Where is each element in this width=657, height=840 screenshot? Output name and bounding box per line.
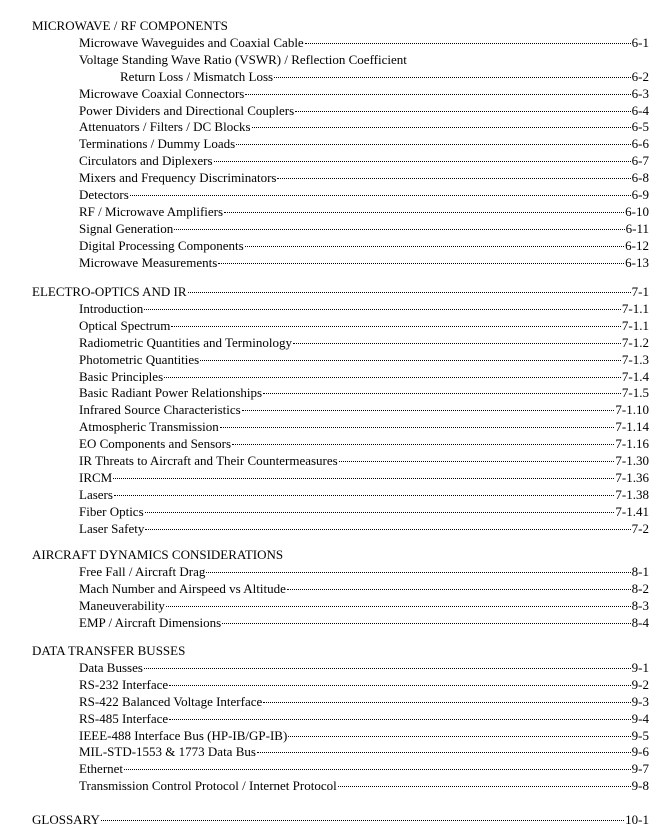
toc-section-2-entry-1-title: Introduction — [79, 301, 144, 316]
toc-section-1-entry-10[interactable] — [79, 186, 649, 203]
toc-section-3-title: AIRCRAFT DYNAMICS CONSIDERATIONS — [32, 547, 284, 562]
toc-section-4-entry-3[interactable] — [79, 693, 649, 710]
toc-section-2-entry-12[interactable] — [79, 486, 649, 503]
toc-section-4-entry-8-title: Transmission Control Protocol / Internet Protocol — [79, 778, 337, 793]
toc-section-2-entry-3[interactable] — [79, 334, 649, 351]
toc-section-4-entry-4[interactable] — [79, 710, 649, 727]
toc-section-2-entry-14-page: 7-2 — [631, 521, 649, 536]
toc-section-1-entry-6[interactable] — [79, 118, 649, 135]
toc-section-2-entry-13-leader — [145, 512, 615, 513]
toc-section-2-entry-6-page: 7-1.5 — [621, 385, 649, 400]
toc-section-1[interactable] — [32, 17, 649, 34]
toc-section-4-entry-2-leader — [169, 685, 630, 686]
toc-section-1-entry-3-page: 6-2 — [631, 69, 649, 84]
toc-section-2-entry-3-page: 7-1.2 — [621, 335, 649, 350]
toc-section-2[interactable] — [32, 283, 649, 300]
toc-section-2-entry-4[interactable] — [79, 351, 649, 368]
toc-section-2-entry-14-leader — [145, 529, 630, 530]
toc-section-3-entry-4-page: 8-4 — [631, 615, 649, 630]
toc-section-1-entry-11-page: 6-10 — [625, 204, 649, 219]
toc-section-4-entry-5[interactable] — [79, 727, 649, 744]
toc-section-4-entry-8-page: 9-8 — [631, 778, 649, 793]
toc-section-2-entry-12-title: Lasers — [79, 487, 113, 502]
toc-section-1-entry-3-leader — [274, 77, 631, 78]
toc-section-2-entry-4-title: Photometric Quantities — [79, 352, 200, 367]
toc-section-1-entry-7-leader — [236, 144, 631, 145]
toc-section-2-entry-6-title: Basic Radiant Power Relationships — [79, 385, 263, 400]
toc-section-2-entry-7-title: Infrared Source Characteristics — [79, 402, 241, 417]
toc-section-1-entry-4[interactable] — [79, 85, 649, 102]
toc-section-4-entry-6[interactable] — [79, 743, 649, 760]
toc-section-3-entry-1-leader — [206, 572, 630, 573]
toc-section-2-entry-12-leader — [114, 495, 614, 496]
toc-section-3-entry-2-title: Mach Number and Airspeed vs Altitude — [79, 581, 286, 596]
toc-section-1-entry-10-leader — [130, 195, 631, 196]
toc-section-1-entry-1-page: 6-1 — [631, 35, 649, 50]
toc-section-1-entry-12[interactable] — [79, 220, 649, 237]
toc-section-1-entry-14-title: Microwave Measurements — [79, 255, 218, 270]
toc-section-5[interactable] — [32, 811, 649, 828]
toc-section-4-entry-3-title: RS-422 Balanced Voltage Interface — [79, 694, 263, 709]
toc-section-2-entry-14[interactable] — [79, 520, 649, 537]
toc-section-1-entry-4-leader — [245, 94, 630, 95]
toc-section-1-entry-11[interactable] — [79, 203, 649, 220]
toc-section-2-entry-7[interactable] — [79, 401, 649, 418]
toc-section-2-entry-6[interactable] — [79, 384, 649, 401]
toc-section-4-entry-2-title: RS-232 Interface — [79, 677, 169, 692]
toc-section-3-entry-1-title: Free Fall / Aircraft Drag — [79, 564, 206, 579]
toc-section-4-entry-1-leader — [144, 668, 631, 669]
toc-section-1-entry-7-page: 6-6 — [631, 136, 649, 151]
toc-section-1-entry-14-page: 6-13 — [625, 255, 649, 270]
toc-section-1-entry-9[interactable] — [79, 169, 649, 186]
toc-section-2-title: ELECTRO-OPTICS AND IR — [32, 284, 187, 299]
toc-section-2-entry-9-page: 7-1.16 — [615, 436, 649, 451]
toc-section-1-entry-9-page: 6-8 — [631, 170, 649, 185]
toc-section-2-entry-8-page: 7-1.14 — [615, 419, 649, 434]
toc-section-2-entry-11-leader — [113, 478, 614, 479]
toc-section-1-entry-14[interactable] — [79, 254, 649, 271]
toc-section-2-entry-11-title: IRCM — [79, 470, 113, 485]
toc-section-1-entry-8-leader — [214, 161, 631, 162]
toc-section-1-entry-6-title: Attenuators / Filters / DC Blocks — [79, 119, 251, 134]
toc-section-5-page: 10-1 — [625, 812, 649, 827]
toc-section-3[interactable] — [32, 546, 649, 563]
toc-section-2-entry-5[interactable] — [79, 368, 649, 385]
toc-section-1-entry-8[interactable] — [79, 152, 649, 169]
toc-section-2-entry-1-leader — [144, 309, 621, 310]
toc-section-1-entry-11-leader — [224, 212, 624, 213]
toc-section-1-entry-8-title: Circulators and Diplexers — [79, 153, 213, 168]
toc-section-5-title: GLOSSARY — [32, 812, 100, 827]
toc-section-3-entry-3[interactable] — [79, 597, 649, 614]
toc-section-2-entry-8-leader — [220, 427, 615, 428]
toc-section-4-entry-4-page: 9-4 — [631, 711, 649, 726]
toc-section-1-entry-6-page: 6-5 — [631, 119, 649, 134]
toc-section-1-entry-4-title: Microwave Coaxial Connectors — [79, 86, 245, 101]
toc-section-3-entry-3-page: 8-3 — [631, 598, 649, 613]
toc-section-2-entry-2-title: Optical Spectrum — [79, 318, 171, 333]
toc-section-2-entry-3-title: Radiometric Quantities and Terminology — [79, 335, 292, 350]
toc-section-3-entry-4[interactable] — [79, 614, 649, 631]
toc-section-4-entry-1[interactable] — [79, 659, 649, 676]
toc-section-1-entry-9-leader — [277, 178, 630, 179]
toc-section-1-entry-12-page: 6-11 — [625, 221, 649, 236]
toc-section-2-entry-10-title: IR Threats to Aircraft and Their Countermeasures — [79, 453, 338, 468]
toc-section-2-entry-7-leader — [242, 410, 615, 411]
toc-section-2-entry-5-title: Basic Principles — [79, 369, 164, 384]
toc-section-1-entry-9-title: Mixers and Frequency Discriminators — [79, 170, 277, 185]
toc-section-4-entry-6-leader — [257, 752, 631, 753]
toc-section-1-entry-5-title: Power Dividers and Directional Couplers — [79, 103, 295, 118]
toc-section-2-entry-2-page: 7-1.1 — [621, 318, 649, 333]
toc-section-1-entry-3[interactable] — [120, 68, 649, 85]
toc-section-1-entry-5[interactable] — [79, 102, 649, 119]
toc-section-3-entry-2-page: 8-2 — [631, 581, 649, 596]
toc-section-1-entry-14-leader — [218, 263, 624, 264]
toc-section-2-entry-4-page: 7-1.3 — [621, 352, 649, 367]
toc-section-4-entry-7-page: 9-7 — [631, 761, 649, 776]
toc-section-2-entry-5-page: 7-1.4 — [621, 369, 649, 384]
toc-section-1-entry-1[interactable] — [79, 34, 649, 51]
toc-section-4-entry-7-leader — [124, 769, 631, 770]
toc-section-1-entry-6-leader — [252, 127, 631, 128]
toc-section-3-entry-2[interactable] — [79, 580, 649, 597]
toc-section-1-entry-5-page: 6-4 — [631, 103, 649, 118]
toc-section-1-entry-2[interactable] — [79, 51, 649, 68]
toc-section-4-entry-2-page: 9-2 — [631, 677, 649, 692]
toc-section-4-entry-8-leader — [338, 786, 631, 787]
toc-section-3-entry-3-title: Maneuverability — [79, 598, 165, 613]
toc-section-1-entry-13-title: Digital Processing Components — [79, 238, 244, 253]
toc-section-2-entry-14-title: Laser Safety — [79, 521, 145, 536]
toc-section-2-entry-6-leader — [263, 393, 621, 394]
toc-section-2-entry-4-leader — [200, 360, 621, 361]
toc-section-2-entry-10[interactable] — [79, 452, 649, 469]
toc-section-1-entry-10-page: 6-9 — [631, 187, 649, 202]
toc-section-4-entry-5-page: 9-5 — [631, 728, 649, 743]
toc-section-1-entry-7[interactable] — [79, 135, 649, 152]
toc-section-4-entry-3-leader — [263, 702, 630, 703]
toc-section-2-entry-13[interactable] — [79, 503, 649, 520]
toc-section-4-entry-6-title: MIL-STD-1553 & 1773 Data Bus — [79, 744, 256, 759]
toc-section-1-entry-13[interactable] — [79, 237, 649, 254]
toc-section-4-entry-4-title: RS-485 Interface — [79, 711, 169, 726]
toc-section-2-entry-1[interactable] — [79, 300, 649, 317]
toc-section-4-entry-3-page: 9-3 — [631, 694, 649, 709]
toc-section-4-entry-4-leader — [169, 719, 630, 720]
toc-section-3-entry-4-title: EMP / Aircraft Dimensions — [79, 615, 222, 630]
toc-section-1-entry-4-page: 6-3 — [631, 86, 649, 101]
toc-section-1-entry-5-leader — [295, 111, 630, 112]
toc-section-5-leader — [101, 820, 624, 821]
toc-section-2-entry-9-title: EO Components and Sensors — [79, 436, 232, 451]
toc-section-2-entry-11-page: 7-1.36 — [615, 470, 649, 485]
toc-section-2-entry-7-page: 7-1.10 — [615, 402, 649, 417]
toc-section-1-title: MICROWAVE / RF COMPONENTS — [32, 18, 228, 33]
toc-section-3-entry-1[interactable] — [79, 563, 649, 580]
toc-section-1-entry-1-title: Microwave Waveguides and Coaxial Cable — [79, 35, 304, 50]
toc-section-2-entry-2[interactable] — [79, 317, 649, 334]
toc-section-1-entry-2-title: Voltage Standing Wave Ratio (VSWR) / Reflection Coefficient — [79, 52, 407, 67]
toc-section-4-entry-2[interactable] — [79, 676, 649, 693]
toc-section-1-entry-11-title: RF / Microwave Amplifiers — [79, 204, 224, 219]
toc-section-2-entry-1-page: 7-1.1 — [621, 301, 649, 316]
toc-section-2-entry-13-title: Fiber Optics — [79, 504, 144, 519]
toc-section-1-entry-3-title: Return Loss / Mismatch Loss — [120, 69, 274, 84]
toc-section-2-entry-10-page: 7-1.30 — [615, 453, 649, 468]
toc-section-4-entry-7-title: Ethernet — [79, 761, 124, 776]
toc-section-4-entry-1-page: 9-1 — [631, 660, 649, 675]
toc-section-4-entry-1-title: Data Busses — [79, 660, 143, 675]
toc-section-4-entry-5-leader — [288, 736, 630, 737]
toc-section-2-entry-13-page: 7-1.41 — [615, 504, 649, 519]
toc-section-1-entry-13-leader — [245, 246, 624, 247]
toc-section-2-entry-9-leader — [232, 444, 614, 445]
toc-section-1-entry-12-leader — [174, 229, 624, 230]
toc-section-2-leader — [188, 292, 631, 293]
toc-section-4-entry-7[interactable] — [79, 760, 649, 777]
toc-section-4-entry-8[interactable] — [79, 777, 649, 794]
toc-section-2-entry-8[interactable] — [79, 418, 649, 435]
toc-section-2-entry-12-page: 7-1.38 — [615, 487, 649, 502]
toc-section-2-page: 7-1 — [631, 284, 649, 299]
toc-section-1-entry-12-title: Signal Generation — [79, 221, 174, 236]
toc-section-2-entry-11[interactable] — [79, 469, 649, 486]
toc-section-4[interactable] — [32, 642, 649, 659]
toc-section-2-entry-5-leader — [164, 377, 621, 378]
toc-section-2-entry-3-leader — [293, 343, 621, 344]
toc-section-2-entry-9[interactable] — [79, 435, 649, 452]
toc-section-2-entry-2-leader — [171, 326, 621, 327]
toc-section-1-entry-13-page: 6-12 — [625, 238, 649, 253]
toc-section-3-entry-4-leader — [222, 623, 631, 624]
toc-section-2-entry-8-title: Atmospheric Transmission — [79, 419, 219, 434]
toc-section-4-entry-5-title: IEEE-488 Interface Bus (HP-IB/GP-IB) — [79, 728, 288, 743]
toc-section-1-entry-1-leader — [305, 43, 631, 44]
toc-section-2-entry-10-leader — [339, 461, 615, 462]
toc-section-4-title: DATA TRANSFER BUSSES — [32, 643, 186, 658]
toc-section-1-entry-8-page: 6-7 — [631, 153, 649, 168]
toc-section-4-entry-6-page: 9-6 — [631, 744, 649, 759]
toc-section-3-entry-1-page: 8-1 — [631, 564, 649, 579]
toc-section-1-entry-7-title: Terminations / Dummy Loads — [79, 136, 236, 151]
toc-section-1-entry-10-title: Detectors — [79, 187, 129, 202]
toc-section-3-entry-3-leader — [166, 606, 631, 607]
toc-section-3-entry-2-leader — [287, 589, 631, 590]
